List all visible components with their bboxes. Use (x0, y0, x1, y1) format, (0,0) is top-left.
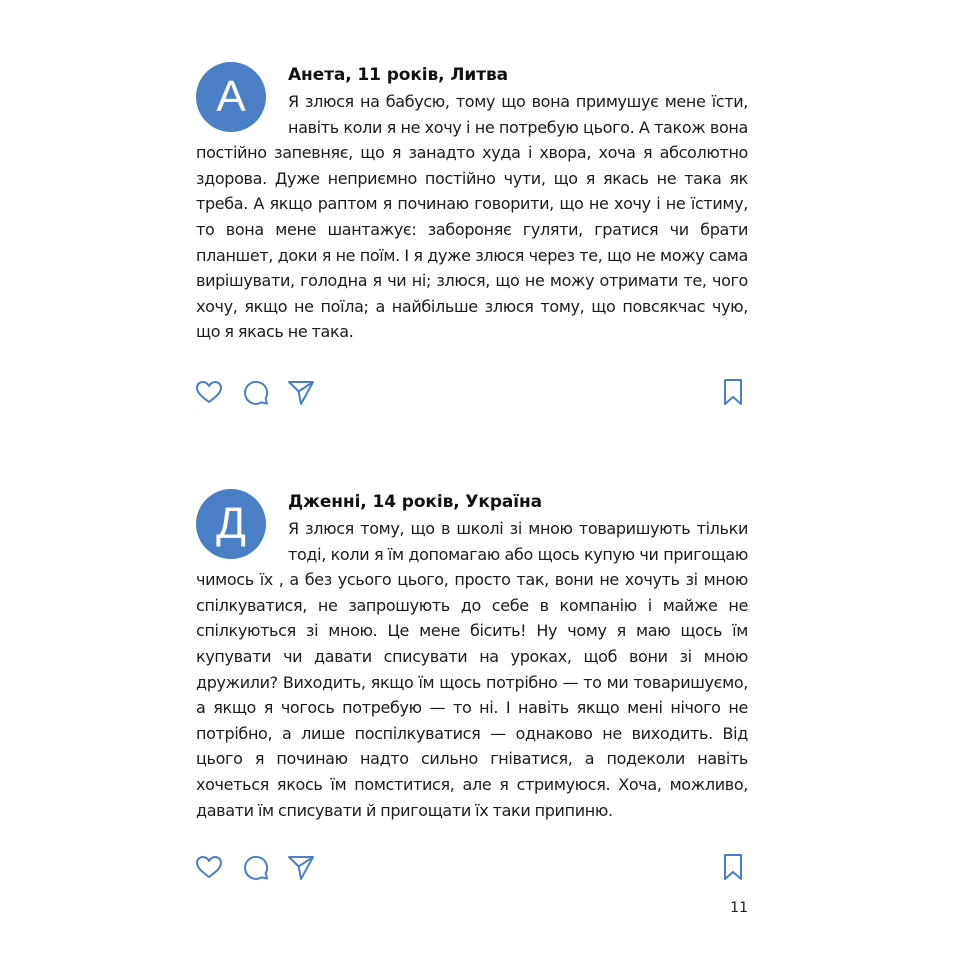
post-aneta (196, 63, 748, 345)
send-icon[interactable] (286, 852, 316, 882)
post-text: Я злюся тому, що в школі зі мною товаришують тільки тоді, коли я їм допомагаю або щось купую чи пригощаю чимось їх , а без усього цього, просто так, вони не хочуть зі мною спілкуватися, не запрошують до себе в компанію і майже не спілкуються зі мною. Це мене бісить! Ну чому я маю щось їм купувати чи давати списувати на уроках, щоб вони зі мною дружили? Виходить, якщо їм щось потрібно — то ми товаришуємо, а якщо я чогось потребую — то ні. І навіть якщо мені нічого не потрібно, а лише поспілкуватися — однаково не виходить. Від цього я починаю надто сильно гніватися, а подеколи навіть хочеться якось їм помститися, але я стримуюся. Хоча, можливо, давати їм списувати й пригощати їх таки припиню. (196, 519, 748, 820)
comment-icon[interactable] (241, 377, 271, 407)
post-actions (196, 377, 748, 407)
post-author[interactable]: Дженні, 14 років, Україна (288, 492, 543, 512)
send-icon[interactable] (286, 377, 316, 407)
avatar[interactable]: Д (196, 489, 266, 559)
bookmark-icon[interactable] (718, 377, 748, 407)
avatar[interactable]: А (196, 62, 266, 132)
bookmark-icon[interactable] (718, 852, 748, 882)
post-text: Я злюся на бабусю, тому що вона примушує мене їсти, навіть коли я не хочу і не потребую цього. А також вона постійно запевняє, що я занадто худа і хвора, хоча я абсолютно здорова. Дуже неприємно постійно чути, що я якась не така як треба. А якщо раптом я починаю говорити, що не хочу і не їстиму, то вона мене шантажує: забороняє гуляти, гратися чи брати планшет, доки я не поїм. І я дуже злюся через те, що не можу сама вирішувати, голодна я чи ні; злюся, що не можу отримати те, чого хочу, якщо не поїла; а найбільше злюся тому, що повсякчас чую, що я якась не така. (196, 92, 748, 342)
comment-icon[interactable] (241, 852, 271, 882)
post-actions (196, 852, 748, 882)
post-jenny (196, 490, 748, 823)
post-author[interactable]: Анета, 11 років, Литва (288, 65, 508, 85)
heart-icon[interactable] (194, 377, 224, 407)
heart-icon[interactable] (194, 852, 224, 882)
page-number: 11 (730, 900, 748, 916)
